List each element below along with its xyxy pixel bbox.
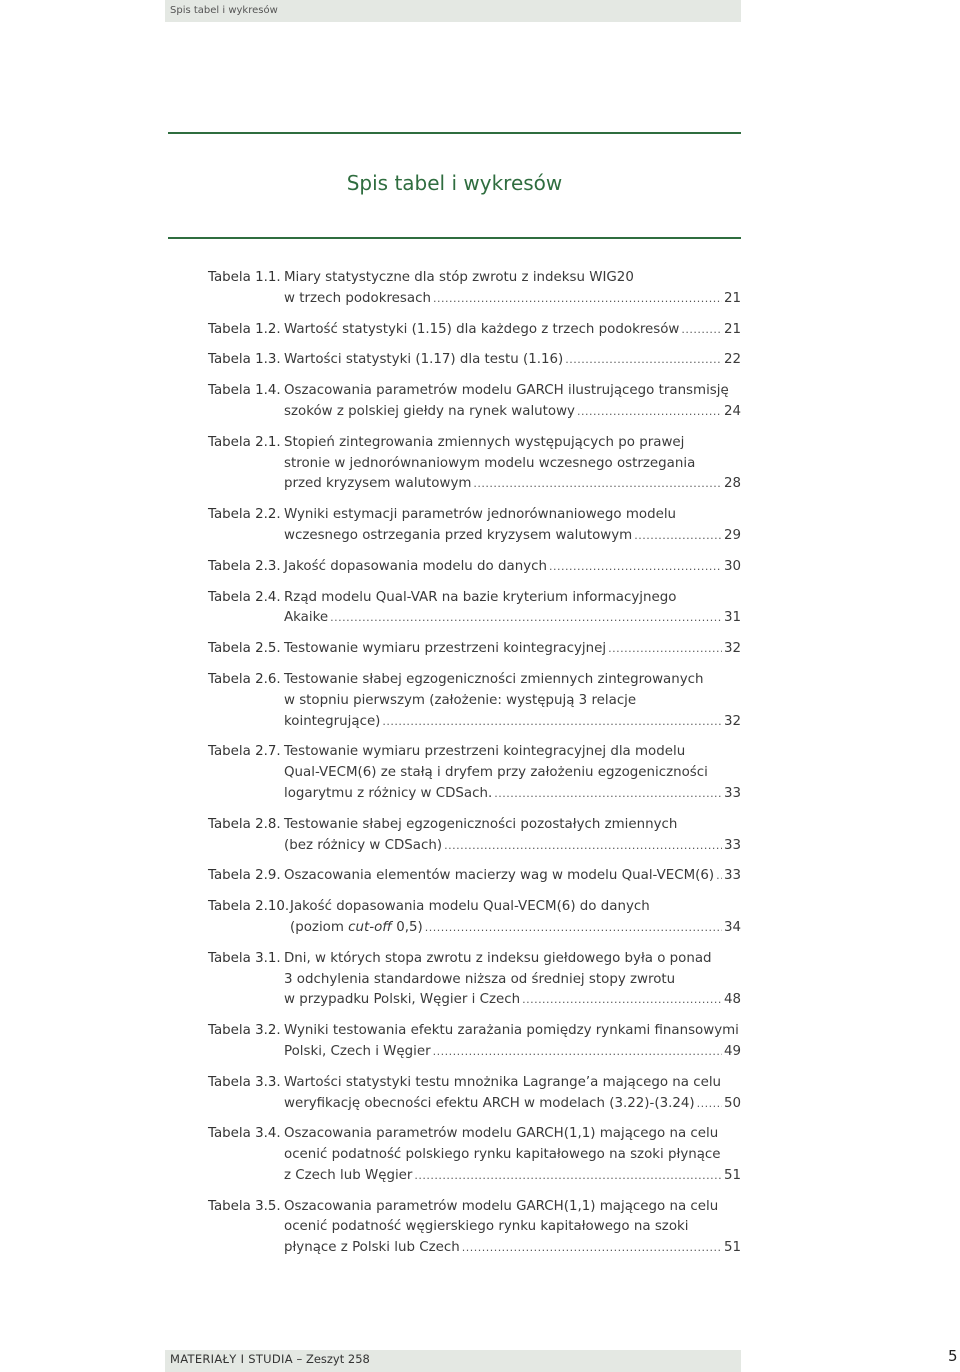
toc-entry-line: [284, 949, 741, 970]
toc-entry: [208, 949, 741, 1011]
toc-entry-title-line: Polski, Czech i Węgier: [284, 1043, 431, 1059]
toc-entry-line: [284, 639, 741, 660]
toc-entry-content: [284, 1197, 741, 1259]
toc-entry: [208, 320, 741, 341]
toc-entry-line: [284, 866, 741, 887]
footer-issue: – Zeszyt 258: [296, 1352, 370, 1366]
toc-entry-line: [284, 763, 741, 784]
toc-entry-line: [284, 474, 741, 495]
toc-entry-content: [284, 350, 741, 371]
toc-entry-title-line: weryfikację obecności efektu ARCH w modelach (3.22)-(3.24): [284, 1095, 695, 1111]
toc-entry-line: [284, 1217, 741, 1238]
toc-entry-title-line: kointegrujące): [284, 713, 381, 729]
toc-entry-label: Tabela 3.5.: [208, 1198, 281, 1214]
toc-entry-content: [284, 557, 741, 578]
toc-entry-label: Tabela 2.8.: [208, 816, 281, 832]
toc-entry-line: [290, 897, 741, 918]
toc-entry-line: [284, 1021, 741, 1042]
running-header-title: Spis tabel i wykresów: [170, 5, 278, 16]
toc-entry-label: Tabela 2.2.: [208, 507, 281, 523]
toc-entry-page: 28: [723, 476, 741, 492]
toc-entry-line: [284, 836, 741, 857]
toc-entry-content: [284, 815, 741, 857]
toc-entry-line: [284, 1073, 741, 1094]
toc-entry-content: [284, 742, 741, 804]
toc-entry-title-line: Wartości statystyki testu mnożnika Lagrange’a mającego na celu: [284, 1074, 722, 1090]
toc-entry-line: [284, 557, 741, 578]
toc-entry-title-line: Oszacowania parametrów modelu GARCH(1,1) mającego na celu: [284, 1198, 719, 1214]
toc-entry-title-line: przed kryzysem walutowym: [284, 476, 472, 492]
toc-entry-line: [284, 268, 741, 289]
toc-entry-line: [284, 350, 741, 371]
toc-entry-content: [284, 866, 741, 887]
toc-entry-line: [284, 320, 741, 341]
toc-entry-label: Tabela 3.4.: [208, 1126, 281, 1142]
toc-dot-leader: [697, 1094, 722, 1115]
toc-entry-title-line: z Czech lub Węgier: [284, 1167, 413, 1183]
toc-entry: [208, 1021, 741, 1063]
toc-entry-line: [284, 1042, 741, 1063]
toc-entry-line: [284, 608, 741, 629]
toc-dot-leader: [382, 712, 722, 733]
toc-entry-label: Tabela 2.4.: [208, 589, 281, 605]
toc-entry: [208, 268, 741, 310]
toc-entry-page: 32: [723, 713, 741, 729]
toc-entry-content: [290, 897, 741, 939]
toc-dot-leader: [549, 557, 722, 578]
toc-entry: [208, 350, 741, 371]
toc-dot-leader: [330, 608, 722, 629]
toc-entry-line: [284, 526, 741, 547]
toc-entry-line: [284, 505, 741, 526]
toc-entry-page: 51: [723, 1167, 741, 1183]
toc-entry-title-line: Oszacowania parametrów modelu GARCH ilustrującego transmisję: [284, 383, 729, 399]
toc-entry-label: Tabela 2.5.: [208, 641, 281, 657]
toc-entry-label: Tabela 2.9.: [208, 868, 281, 884]
toc-entry-title-line: Wartość statystyki (1.15) dla każdego z trzech podokresów: [284, 321, 680, 337]
toc-entry-title-line: Testowanie słabej egzogeniczności zmiennych zintegrowanych: [284, 671, 704, 687]
toc-dot-leader: [473, 474, 722, 495]
toc-entry-line: [284, 381, 741, 402]
toc-entry-content: [284, 1021, 741, 1063]
toc-entry: [208, 639, 741, 660]
footer-text: [170, 1352, 370, 1366]
toc-entry-title-line: Oszacowania parametrów modelu GARCH(1,1) mającego na celu: [284, 1126, 719, 1142]
toc-entry: [208, 381, 741, 423]
toc-entry-content: [284, 1124, 741, 1186]
toc-entry-label: Tabela 2.1.: [208, 434, 281, 450]
toc-entry-content: [284, 1073, 741, 1115]
toc-entry-label: Tabela 1.4.: [208, 383, 281, 399]
toc-entry: [208, 1197, 741, 1259]
toc-entry-page: 31: [723, 610, 741, 626]
toc-entry: [208, 1124, 741, 1186]
toc-entry-content: [284, 588, 741, 630]
toc-entry: [208, 866, 741, 887]
toc-entry-page: 22: [723, 352, 741, 368]
toc-entry-title-line: ocenić podatność węgierskiego rynku kapitałowego na szoki: [284, 1219, 689, 1235]
toc-entry-title-line: w przypadku Polski, Węgier i Czech: [284, 992, 521, 1008]
toc-entry-content: [284, 381, 741, 423]
toc-entry-line: [284, 1094, 741, 1115]
toc-entry: [208, 505, 741, 547]
title-rule-bottom: [168, 237, 741, 239]
toc-entry: [208, 670, 741, 732]
toc-entry-page: 30: [723, 558, 741, 574]
toc-entry-title-line: Jakość dopasowania modelu do danych: [284, 558, 547, 574]
toc-entry-title-line: Testowanie wymiaru przestrzeni kointegracyjnej dla modelu: [284, 744, 686, 760]
toc-entry-title-line: Stopień zintegrowania zmiennych występujących po prawej: [284, 434, 685, 450]
page-number: 5: [948, 1347, 958, 1365]
toc-entry-line: [284, 433, 741, 454]
toc-entry: [208, 897, 741, 939]
toc-entry-title-line: Wartości statystyki (1.17) dla testu (1.16): [284, 352, 564, 368]
toc-entry-line: [284, 402, 741, 423]
toc-entry: [208, 588, 741, 630]
toc-entry-line: [284, 454, 741, 475]
page-title: Spis tabel i wykresów: [346, 171, 563, 195]
toc-dot-leader: [414, 1166, 722, 1187]
toc-entry: [208, 815, 741, 857]
toc-entry-line: [284, 691, 741, 712]
toc-entry-title-line: wczesnego ostrzegania przed kryzysem walutowym: [284, 527, 633, 543]
toc-entry-page: 21: [723, 321, 741, 337]
toc-entry-content: [284, 433, 741, 495]
toc-entry-page: 49: [723, 1043, 741, 1059]
toc-dot-leader: [433, 1042, 722, 1063]
toc-entry: [208, 433, 741, 495]
toc-entry-title-line: Akaike: [284, 610, 329, 626]
toc-dot-leader: [425, 918, 722, 939]
toc-entry-page: 51: [723, 1240, 741, 1256]
toc-entry-label: Tabela 2.3.: [208, 558, 281, 574]
toc-entry-page: 32: [723, 641, 741, 657]
toc-entry-content: [284, 320, 741, 341]
toc-entry-line: [284, 1197, 741, 1218]
toc-dot-leader: [681, 320, 722, 341]
toc-entry-title-line: w stopniu pierwszym (założenie: występują 3 relacje: [284, 692, 637, 708]
toc-dot-leader: [433, 289, 722, 310]
toc-entry-page: 29: [723, 527, 741, 543]
footer-publication: MATERIAŁY I STUDIA: [170, 1352, 293, 1366]
toc-entry-label: Tabela 1.1.: [208, 270, 281, 285]
toc-entry-title-line: ocenić podatność polskiego rynku kapitałowego na szoki płynące: [284, 1147, 721, 1163]
toc-entry-page: 48: [723, 992, 741, 1008]
toc-entry-title-line: stronie w jednorównaniowym modelu wczesnego ostrzegania: [284, 455, 696, 471]
table-of-contents: [208, 268, 741, 1269]
toc-entry-line: [284, 289, 741, 310]
toc-entry-page: 33: [723, 837, 741, 853]
toc-entry-page: 50: [723, 1095, 741, 1111]
toc-entry-line: [284, 1145, 741, 1166]
toc-dot-leader: [634, 526, 722, 547]
toc-entry-title-line: płynące z Polski lub Czech: [284, 1240, 460, 1256]
toc-entry-title-line: (bez różnicy w CDSach): [284, 837, 443, 853]
toc-entry-page: 33: [723, 785, 741, 801]
toc-entry-label: Tabela 2.7.: [208, 744, 281, 760]
toc-dot-leader: [462, 1238, 722, 1259]
toc-entry: [208, 742, 741, 804]
toc-entry-line: [284, 1124, 741, 1145]
toc-entry-content: [284, 670, 741, 732]
toc-entry-page: 34: [723, 919, 741, 935]
toc-entry-title-line: Jakość dopasowania modelu Qual-VECM(6) do danych: [290, 899, 650, 915]
toc-entry-title-line: w trzech podokresach: [284, 290, 431, 306]
toc-entry-line: [284, 670, 741, 691]
toc-entry-content: [284, 639, 741, 660]
toc-entry-title-line: Qual-VECM(6) ze stałą i dryfem przy założeniu egzogeniczności: [284, 765, 708, 781]
toc-entry-page: 21: [723, 290, 741, 306]
toc-entry-line: [284, 1166, 741, 1187]
toc-dot-leader: [444, 836, 722, 857]
toc-entry-line: [290, 918, 741, 939]
toc-entry-line: [284, 990, 741, 1011]
toc-dot-leader: [608, 639, 722, 660]
title-rule-top: [168, 132, 741, 134]
toc-entry-page: 33: [723, 868, 741, 884]
toc-entry-line: [284, 970, 741, 991]
toc-entry-line: [284, 784, 741, 805]
toc-entry-title-line: logarytmu z różnicy w CDSach.: [284, 785, 493, 801]
toc-entry-label: Tabela 1.2.: [208, 321, 281, 337]
toc-entry-label: Tabela 3.3.: [208, 1074, 281, 1090]
toc-entry-page: 24: [723, 403, 741, 419]
toc-entry-label: Tabela 2.6.: [208, 671, 281, 687]
toc-dot-leader: [494, 784, 722, 805]
toc-entry-label: Tabela 3.1.: [208, 950, 281, 966]
toc-entry-content: [284, 268, 741, 310]
toc-entry-line: [284, 742, 741, 763]
toc-entry-line: [284, 815, 741, 836]
toc-entry-title-line: Rząd modelu Qual-VAR na bazie kryterium informacyjnego: [284, 589, 677, 605]
toc-dot-leader: [565, 350, 722, 371]
toc-dot-leader: [716, 866, 722, 887]
toc-entry-label: Tabela 3.2.: [208, 1023, 281, 1039]
running-header: [165, 0, 741, 22]
toc-dot-leader: [577, 402, 722, 423]
toc-entry-label: Tabela 1.3.: [208, 352, 281, 368]
toc-entry-title-line: Dni, w których stopa zwrotu z indeksu giełdowego była o ponad: [284, 950, 712, 966]
toc-entry-title-line: Miary statystyczne dla stóp zwrotu z indeksu WIG20: [284, 270, 634, 285]
toc-entry-line: [284, 1238, 741, 1259]
toc-entry-title-line: Wyniki testowania efektu zarażania pomiędzy rynkami finansowymi: [284, 1023, 739, 1039]
toc-entry-title-line: Wyniki estymacji parametrów jednorównaniowego modelu: [284, 507, 677, 523]
toc-entry-content: [284, 505, 741, 547]
toc-entry-label: Tabela 2.10.: [208, 899, 290, 915]
toc-entry: [208, 557, 741, 578]
toc-entry-title-line: Oszacowania elementów macierzy wag w modelu Qual-VECM(6): [284, 868, 715, 884]
toc-entry-title-line: 3 odchylenia standardowe niższa od średniej stopy zwrotu: [284, 971, 676, 987]
toc-entry-title-line: Testowanie słabej egzogeniczności pozostałych zmiennych: [284, 816, 678, 832]
toc-entry-title-line: Testowanie wymiaru przestrzeni kointegracyjnej: [284, 641, 607, 657]
toc-entry-title-line: szoków z polskiej giełdy na rynek walutowy: [284, 403, 575, 419]
toc-entry-content: [284, 949, 741, 1011]
toc-dot-leader: [522, 990, 722, 1011]
toc-entry-title-line: (poziom cut-off 0,5): [290, 919, 423, 935]
toc-entry: [208, 1073, 741, 1115]
toc-entry-line: [284, 588, 741, 609]
toc-entry-line: [284, 712, 741, 733]
